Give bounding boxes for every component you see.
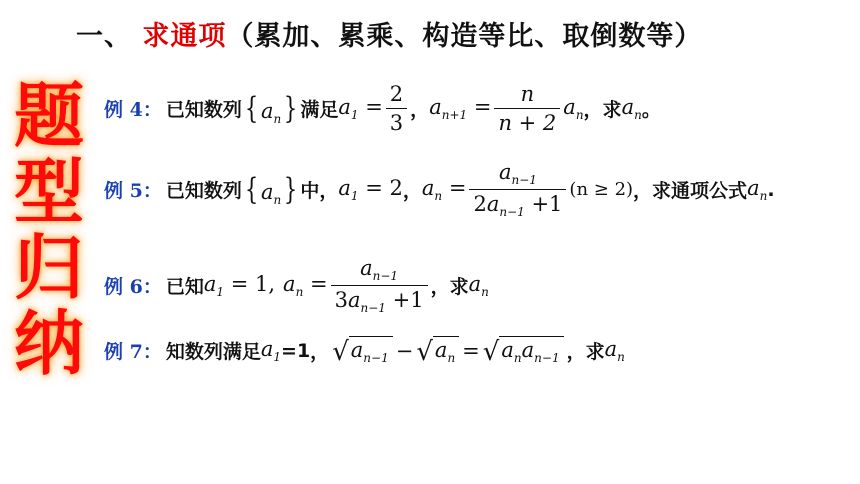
section-title (76, 14, 702, 53)
example-7-comma: ， (310, 341, 330, 363)
example-7-sqrt-1: √ $a_{n-1}$ (332, 336, 393, 365)
example-7-condition: =1 (281, 339, 311, 362)
example-7-label: 例 7： (104, 341, 162, 363)
example-6-ask: ，求 (430, 276, 469, 298)
example-4-fraction-2-3: $\frac{2}{3}$ (386, 82, 407, 135)
example-5-ask: ，求通项公式 (633, 180, 748, 202)
example-4-label: 例 4： (104, 99, 162, 121)
example-5-an: $a_n$ = (421, 176, 467, 203)
example-6-a1: $a_1 = 1$, (203, 272, 276, 299)
example-6-target: $a_n$ (468, 272, 489, 299)
side-label-char-4: 纳 (14, 303, 84, 385)
example-5-label: 例 5： (104, 180, 162, 202)
example-5-target: $a_n$ (747, 176, 768, 203)
example-6 (104, 256, 489, 315)
example-7-sqrt-3: √ $a_na_{n-1}$ (483, 336, 564, 365)
example-4-comma: ， (410, 99, 430, 121)
example-4-text-1: 已知数列 (165, 99, 242, 121)
example-6-label: 例 6： (104, 276, 162, 298)
example-7-ask: ，求 (566, 341, 605, 363)
example-4-recurrence-lhs: $a_{n+1}$ = (429, 95, 492, 122)
example-7-minus: − (395, 338, 414, 363)
example-5-text-2: 中， (300, 180, 339, 202)
example-5 (104, 160, 775, 219)
side-label-question-types (14, 75, 98, 385)
side-label-char-1: 题 (14, 75, 84, 157)
example-4-sequence: { $a_n$} (244, 91, 298, 126)
example-5-condition: (n ≥ 2) (569, 179, 634, 200)
example-7-a1: $a_1$ (260, 337, 282, 364)
side-label-char-2: 型 (14, 151, 84, 233)
example-6-fraction: $\frac{a_{n-1}}{3a_{n-1} +1}$ (331, 256, 428, 315)
example-4-text-2: 满足 (300, 99, 339, 121)
example-5-fraction: $\frac{a_{n-1}}{2a_{n-1} +1}$ (469, 160, 566, 219)
example-7-text-1: 知数列满足 (165, 341, 261, 363)
example-5-comma: ， (402, 180, 422, 202)
example-5-a1: $a_1 = 2$ (338, 176, 403, 203)
example-5-end: . (767, 178, 775, 201)
example-5-sequence: { $a_n$} (244, 172, 298, 207)
example-4 (104, 82, 661, 135)
example-7 (104, 336, 625, 365)
example-7-eq: = (462, 338, 480, 363)
section-title-highlight: 求通项 (142, 21, 227, 52)
example-4-end: 。 (641, 99, 661, 121)
example-4-fraction-n-n2: $\frac{n}{n + 2}$ (494, 82, 560, 135)
example-4-an: $a_n$ (563, 95, 584, 122)
example-6-text-1: 已知 (165, 276, 204, 298)
example-7-target: $a_n$ (604, 337, 625, 364)
example-6-an: $a_n$ = (283, 272, 328, 299)
example-4-a1: $a_1$ = (338, 95, 383, 122)
example-7-sqrt-2: √ $a_n$ (416, 336, 459, 365)
side-label-char-3: 归 (14, 227, 84, 309)
section-title-methods: （累加、累乘、构造等比、取倒数等） (226, 21, 703, 52)
example-5-text-1: 已知数列 (165, 180, 242, 202)
example-4-target: $a_n$ (621, 95, 642, 122)
example-4-ask: ，求 (583, 99, 622, 121)
section-number: 一、 (76, 21, 132, 52)
